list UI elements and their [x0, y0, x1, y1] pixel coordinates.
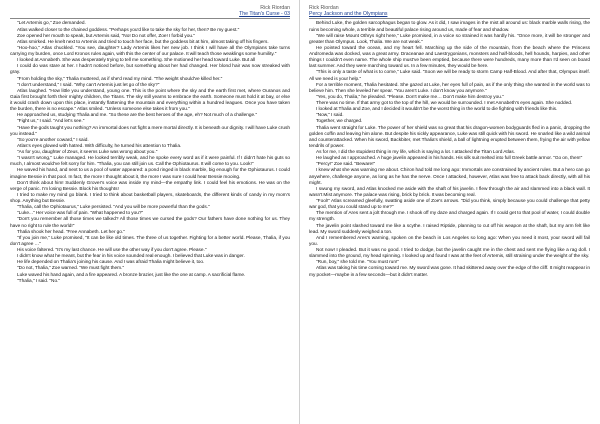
- left-header-rule: [10, 18, 290, 19]
- paragraph: "Don't you remember all those times we talked? All those times we cursed the gods? Our fathers have done nothing for us. They have no right to rule the world!": [10, 217, 290, 229]
- paragraph: Together, we charged.: [316, 119, 363, 125]
- paragraph: "Fight us," I said. "And let's see.": [17, 119, 85, 125]
- paragraph: "As for you, daughter of Zeus, it seems Luke was wrong about you.": [17, 150, 158, 156]
- right-header-title[interactable]: Percy Jackson and the Olympians: [309, 11, 388, 18]
- paragraph: "Do not, Thalia," Zoe warned. "We must fight them.": [17, 266, 125, 272]
- paragraph: I looked at Annabeth. She was desperately trying to tell me something. She motioned her head toward Luke. But all: [17, 58, 256, 64]
- paragraph: His voice faltered. "It's my last chance. He will use the other way if you don't agree. Please.": [17, 248, 207, 254]
- paragraph: "Thalia, call the Ophiotaurus," Luke persisted. "And you will be more powerful than the gods.": [17, 205, 210, 211]
- paragraph: I looked at Thalia and Zoe, and I decided it wouldn't be the worst thing in the world to die fighting with friends like this.: [316, 107, 558, 113]
- paragraph: Atlas walked closer to the chained goddess. "Perhaps you'd like to take the sky for her, then? Be my guest.": [17, 27, 240, 33]
- right-header-author: Rick Riordan: [309, 5, 339, 11]
- paragraph: "Thalia," I said. "No.": [17, 278, 61, 284]
- paragraph: "Percy!" Zoe said. "Beware!": [316, 162, 376, 168]
- paragraph: "Luke..." Her voice was full of pain. "What happened to you?": [17, 211, 144, 217]
- paragraph: Thalia went straight for Luke. The power of her shield was so great that his dragon-women bodyguards fled in a panic, dropping the golden coffin and leaving him alone. But despite his sickly appearance, Luke was still quick with his sword. He snarled like a wild animal and counterattacked. When his sword, Backbiter, met Thalia's shield, a ball of lightning erupted between them, frying the air with yellow tendrils of power.: [309, 125, 590, 149]
- paragraph: "Run, boy," she told me. "You must run!": [316, 260, 399, 266]
- right-page: [300, 0, 600, 424]
- paragraph: He pointed toward the ocean, and my heart fell. Marching up the side of the mountain, from the beach where the Princess Andromeda was docked, was a great army. Draceanae and Laestrygonians, monsters and half-bloods, hell hounds, harpies, and other things I couldn't even name. The whole ship must've been emptied, because there were hundreds, many more than I'd seen on board last summer. And they were marching toward us. In a few minutes, they would be here.: [309, 45, 590, 70]
- paragraph: I tried to make my mind go blank. I tried to think about basketball players, skateboards, the different kinds of candy in my mom's shop. Anything but Bessie.: [10, 192, 290, 205]
- paragraph: The javelin point slashed toward me like a scythe. I raised Riptide, planning to cut off his weapon at the shaft, but my arm felt like lead. My sword suddenly weighed a ton.: [309, 223, 590, 235]
- paragraph: Atlas laughed. "How little you understand, young one. This is the point where the sky and the earth first met, where Ouranos and Gaia first brought forth their mighty children, the Titans. The sky still yearns to embrace the earth. Someone must hold it at bay, or else it would crash down upon this place, instantly flattening the mountain and everything within a hundred leagues. Once you have taken the burden, there is no escape." Atlas smiled. "Unless someone else takes it from you.": [10, 88, 290, 113]
- paragraph: He waved his hand, and next to us a pool of water appeared: a pond ringed in black marble, big enough for the Ophiotaurus. I could imagine Bessie in that pool. In fact, the more I thought about it, the more I was sure I could hear Bessie mooing.: [10, 168, 290, 180]
- paragraph: "Let Artemis go," Zoe demanded.: [17, 21, 86, 27]
- paragraph: The mention of Ares sent a jolt through me. I shook off my daze and charged again. If I could get to that pool of water, I could double my strength.: [309, 211, 590, 223]
- paragraph: Atlas's eyes glowed with hatred. With difficulty, he turned his attention to Thalia.: [17, 143, 182, 149]
- right-page-header: [309, 5, 590, 17]
- paragraph: I swung my sword, and Atlas knocked me aside with the shaft of his javelin. I flew through the air and slammed into a black wall. It wasn't Mist anymore. The palace was rising, brick by brick. It was becoming real.: [309, 186, 590, 198]
- paragraph: Not now! I pleaded. But it was no good. I tried to dodge, but the javelin caught me in the chest and sent me flying like a rag doll. I slammed into the ground, my head spinning. I looked up and found I was at the feet of Artemis, still straining under the weight of the sky.: [309, 248, 590, 260]
- paragraph: Don't think about him! Suddenly Grover's voice was inside my mind—the empathy link. I could feel his emotions. He was on the verge of panic. I'm losing Bessie. Block his thoughts!: [10, 180, 290, 192]
- paragraph: "Fool!" Atlas screamed gleefully, swatting aside one of Zoe's arrows. "Did you think, simply because you could challenge that petty war god, that you could stand up to me?": [309, 199, 590, 211]
- paragraph: There was no time. If that army got to the top of the hill, we would be surrounded. I met Annabeth's eyes again. She nodded.: [316, 101, 573, 107]
- paragraph: Atlas smirked. He knelt next to Artemis and tried to touch her face, but the goddess bit at him, almost taking off his fingers.: [17, 39, 269, 45]
- paragraph: "From holding the sky," Thalia muttered, as if she'd read my mind. "The weight should've killed her.": [17, 76, 223, 82]
- left-page-header: [10, 5, 290, 17]
- paragraph: I knew what she was warning me about. Chiron had told me long ago: Immortals are constrained by ancient rules. But a hero can go anywhere, challenge anyone, as long as he has the nerve. Once I attacked, however, Atlas was free to attack back directly, with all his might.: [309, 168, 590, 186]
- paragraph: "I wasn't wrong," Luke managed. He looked terribly weak, and he spoke every word as if it were painful. If I didn't hate his guts so much, I almost would've felt sorry for him. "Thalia, you can still join us. Call the Ophiotaurus. It will come to you. Look!": [10, 156, 290, 168]
- paragraph: Behind Luke, the golden sarcophagus began to glow. As it did, I saw images in the mist all around us: black marble walls rising, the ruins becoming whole, a terrible and beautiful palace rising around us, made of fear and shadow.: [309, 21, 590, 33]
- paragraph: Thalia shook her head. "Free Annabeth. Let her go.": [17, 229, 125, 235]
- paragraph: And I remembered Ares's warning, spoken on the beach in Los Angeles so long ago: When you need it most, your sword will fail you.: [309, 235, 590, 247]
- paragraph: "Hoo-hoo," Atlas chuckled. "You see, daughter? Lady Artemis likes her new job. I think I will have all the Olympians take turns carrying my burden, once Lord Kronos rules again, with this the center of our palace. It will teach those weaklings some humility.": [10, 45, 290, 58]
- paragraph: "Have the gods taught you nothing? An immortal does not fight a mere mortal directly. It is beneath our dignity. I will have Luke crush you instead.": [10, 125, 290, 137]
- paragraph: He laughed as I approached. A huge javelin appeared in his hands. His silk suit melted into full Greek battle armor. "Go on, then!": [316, 156, 583, 162]
- right-page-body: [309, 21, 590, 278]
- paragraph: He life depended on Thalia's joining his cause. And I was afraid Thalia might believe it, too.: [17, 260, 205, 266]
- paragraph: "Now," I said.: [316, 113, 344, 119]
- paragraph: I could do was stare at her. I hadn't noticed before, but something about her had changed. Her blond hair was now streaked with gray.: [10, 64, 290, 76]
- right-header-rule: [309, 18, 590, 19]
- paragraph: Luke waved his hand again, and a fire appeared. A bronze brazier, just like the one at camp. A sacrificial flame.: [17, 272, 246, 278]
- paragraph: For a terrible moment, Thalia hesitated. She gazed at Luke, her eyes full of pain, as if the only thing she wanted in the world was to believe him. Then she leveled her spear. "You aren't Luke. I don't know you anymore.": [309, 82, 590, 94]
- left-page-body: [10, 21, 290, 284]
- left-header-title[interactable]: The Titan's Curse - 03: [239, 11, 290, 18]
- paragraph: "If you join me," Luke promised, "It can be like old times. The three of us together. Fighting for a better world. Please, Thalia, if you don't agree …": [10, 235, 290, 247]
- paragraph: "Yes, you do, Thalia," he pleaded. "Please. Don't make me… Don't make him destroy you.": [316, 94, 504, 100]
- paragraph: "We will raise Mount Othrys right here," Luke promised, in a voice so strained it was hardly his. "Once more, it will be stronger and greater than Olympus. Look, Thalia. We are not weak.": [309, 33, 590, 45]
- left-header-author: Rick Riordan: [260, 5, 290, 11]
- paragraph: I didn't know what he meant, but the fear in his voice sounded real enough. I believed that Luke was in danger.: [17, 254, 245, 260]
- paragraph: Zoe opened her mouth to speak, but Artemis said, "No! Do not offer, Zoe! I forbid you.": [17, 33, 196, 39]
- paragraph: "This is only a taste of what is to come," Luke said. "Soon we will be ready to storm Camp Half-Blood. And after that, Olympus itself. All we need is your help.": [309, 70, 590, 82]
- paragraph: As for me, I did the stupidest thing in my life, which is saying a lot. I attacked the Titan Lord Atlas.: [316, 150, 516, 156]
- paragraph: "So you're another coward," I said.: [17, 137, 89, 143]
- paragraph: "I don't understand," I said. "Why can't Artemis just let go of the sky?": [17, 82, 160, 88]
- paragraph: Atlas was taking his time coming toward me. My sword was gone. It had skittered away over the edge of the cliff. It might reappear in my pocket—maybe in a few seconds—but it didn't matter.: [309, 266, 590, 278]
- paragraph: He approached us, studying Thalia and me. "So these are the best heroes of the age, eh? Not much of a challenge.": [17, 113, 258, 119]
